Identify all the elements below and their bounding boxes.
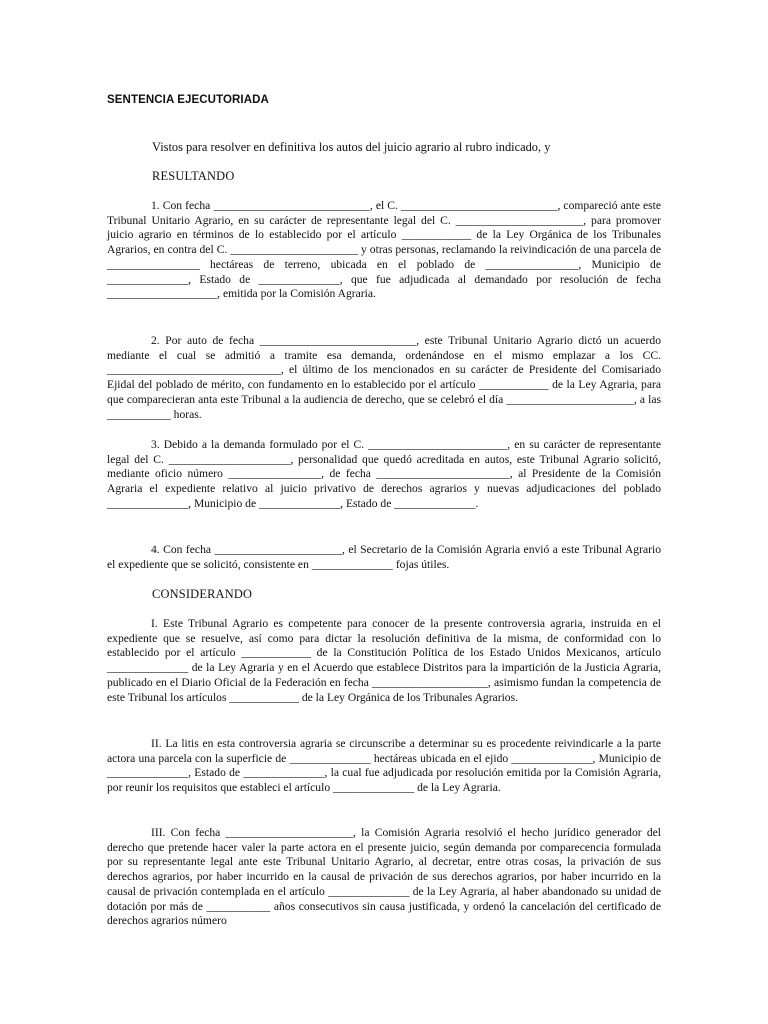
- resultando-paragraph-2: 2. Por auto de fecha ___________________________, este Tribunal Unitario Agrario dictó un acuerdo mediante el cual se admitió a tramite esa demanda, ordenándose en el mismo emplazar a los CC. ______________________________, el último de los mencionados en su carácter de Presidente del Comisariado Ejidal del poblado de mérito, con fundamento en lo establecido por el artículo ____________ de la Ley Agraria, para que comparecieran anta este Tribunal a la audiencia de derecho, que se celebró el día ______________________, a las ___________ horas.: [107, 334, 661, 421]
- considerando-paragraph-1: I. Este Tribunal Agrario es competente para conocer de la presente controversia agraria, instruida en el expediente que se resuelve, así como para dictar la resolución definitiva de la misma, de conformidad con lo establecido por el artículo ____________ de la Constitución Política de los Estado Unidos Mexicanos, artículo ______________ de la Ley Agraria y en el Acuerdo que establece Distritos para la impartición de la Justicia Agraria, publicado en el Diario Oficial de la Federación en fecha ____________________, asimismo fundan la competencia de este Tribunal los artículos ____________ de la Ley Orgánica de los Tribunales Agrarios.: [107, 617, 661, 704]
- resultando-paragraph-1: 1. Con fecha ___________________________, el C. ___________________________, compareció ante este Tribunal Unitario Agrario, en su carácter de representante legal del C. ______________________, para promover juicio agrario en términos de lo establecido por el artículo ____________ de la Ley Orgánica de los Tribunales Agrarios, en contra del C. ______________________ y otras personas, reclamando la reivindicación de una parcela de ________________ hectáreas de terreno, ubicada en el poblado de ________________, Municipio de ______________, Estado de ______________, que fue adjudicada al demandado por resolución de fecha ___________________, emitida por la Comisión Agraria.: [107, 199, 661, 301]
- resultando-paragraph-3: 3. Debido a la demanda formulado por el C. ________________________, en su carácter de representante legal del C. _____________________, personalidad que quedó acreditada en autos, este Tribunal Agrario solicitó, mediante oficio número ________________, de fecha _______________________, al Presidente de la Comisión Agraria el expediente relativo al juicio privativo de derechos agrarios y nuevas adjudicaciones del poblado ______________, Municipio de ______________, Estado de ______________.: [107, 438, 661, 510]
- intro-paragraph: Vistos para resolver en definitiva los autos del juicio agrario al rubro indicado, y: [152, 140, 551, 154]
- resultando-paragraph-4: 4. Con fecha ______________________, el Secretario de la Comisión Agraria envió a este Tribunal Agrario el expediente que se solicitó, consistente en ______________ fojas útiles.: [107, 543, 661, 571]
- document-title: SENTENCIA EJECUTORIADA: [107, 94, 269, 106]
- considerando-paragraph-3: III. Con fecha ______________________, la Comisión Agraria resolvió el hecho jurídico generador del derecho que pretende hacer valer la parte actora en el presente juicio, según demanda por comparecencia formulada por su representante legal ante este Tribunal Unitario Agrario, al decretar, entre otras cosas, la privación de sus derechos agrarios, por haber incurrido en la causal de privación de sus derechos agrarios, por haber incurrido en la causal de privación contemplada en el artículo ______________ de la Ley Agraria, al haber abandonado su unidad de dotación por más de ___________ años consecutivos sin causa justificada, y ordenó la cancelación del certificado de derechos agrarios número: [107, 826, 661, 928]
- heading-considerando: CONSIDERANDO: [152, 587, 253, 601]
- considerando-paragraph-2: II. La litis en esta controversia agraria se circunscribe a determinar su es procedente reivindicarle a la parte actora una parcela con la superficie de ______________ hectáreas ubicada en el ejido ______________, Municipio de ______________, Estado de ______________, la cual fue adjudicada por resolución emitida por la Comisión Agraria, por reunir los requisitos que estableci el artículo ______________ de la Ley Agraria.: [107, 737, 661, 795]
- heading-resultando: RESULTANDO: [152, 169, 235, 183]
